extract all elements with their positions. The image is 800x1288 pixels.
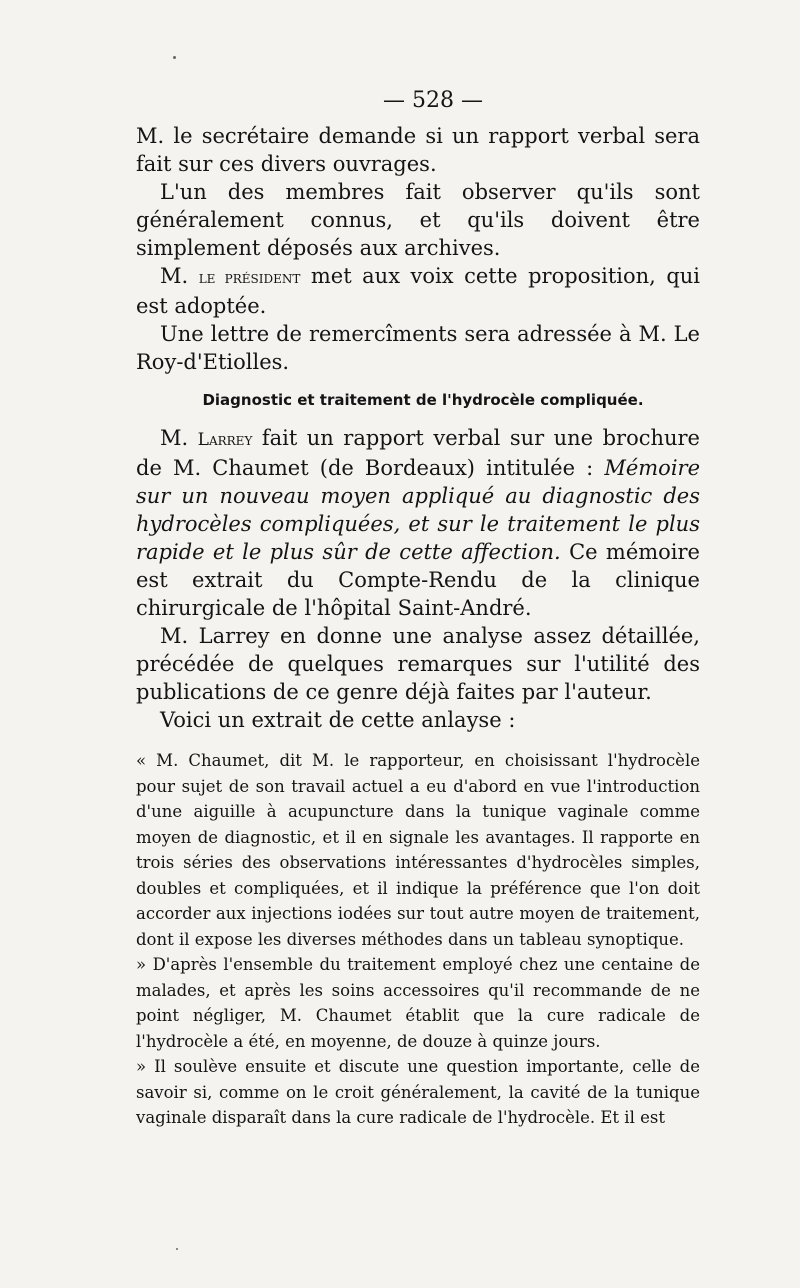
paper-speck (176, 1248, 178, 1250)
quote-paragraph-3: » Il soulève ensuite et discute une question importante, celle de savoir si, comme on le croit généralement, la cavité de la tunique vaginale disparaît dans la cure radicale de l'hydrocèle. Et il est (136, 1057, 700, 1127)
paragraph-analysis: M. Larrey en donne une analyse assez détaillée, précédée de quelques remarques sur l'utilité des publications de ce genre déjà faites par l'auteur. (136, 624, 700, 704)
president-prefix: M. (160, 264, 199, 288)
paragraph-members: L'un des membres fait observer qu'ils sont généralement connus, et qu'ils doivent être simplement déposés aux archives. (136, 180, 700, 260)
paper-speck (173, 56, 176, 59)
larrey-prefix: M. (160, 426, 198, 450)
page-number: — 528 — (383, 88, 483, 113)
larrey-name: Larrey (197, 430, 253, 450)
larrey-rest: Ce mémoire est extrait du Compte-Rendu de la clinique chirurgicale de l'hôpital Saint-André. (136, 540, 700, 620)
paragraph-president (136, 262, 700, 320)
document-page (136, 86, 700, 1131)
paragraph-extract-intro: Voici un extrait de cette anlayse : (160, 708, 516, 732)
president-title: le président (198, 268, 301, 288)
quoted-extract (136, 748, 700, 1131)
paragraph-letter: Une lettre de remercîments sera adressée à M. Le Roy-d'Etiolles. (136, 322, 700, 374)
larrey-intro: fait un rapport verbal sur une brochure de M. Chaumet (de Bordeaux) intitulée : (136, 426, 700, 480)
paragraph-larrey (136, 424, 700, 622)
quote-paragraph-2: » D'après l'ensemble du traitement employé chez une centaine de malades, et après les soins accessoires qu'il recommande de ne point négliger, M. Chaumet établit que la cure radicale de l'hydrocèle a été, en moyenne, de douze à quinze jours. (136, 955, 700, 1051)
paragraph-secretary: M. le secrétaire demande si un rapport verbal sera fait sur ces divers ouvrages. (136, 124, 700, 176)
section-heading: Diagnostic et traitement de l'hydrocèle compliquée. (202, 391, 644, 409)
quote-paragraph-1: « M. Chaumet, dit M. le rapporteur, en choisissant l'hydrocèle pour sujet de son travail actuel a eu d'abord en vue l'introduction d'une aiguille à acupuncture dans la tunique vaginale comme moyen de diagnostic, et il en signale les avantages. Il rapporte en trois séries des observations intéressantes d'hydrocèles simples, doubles et compliquées, et il indique la préférence que l'on doit accorder aux injections iodées sur tout autre moyen de traitement, dont il expose les diverses méthodes dans un tableau synoptique. (136, 751, 700, 949)
memoir-title: Mémoire sur un nouveau moyen appliqué au diagnostic des hydrocèles compliquées, et sur le traitement le plus rapide et le plus sûr de cette affection. (136, 456, 700, 564)
president-text: met aux voix cette proposition, qui est adoptée. (136, 264, 700, 318)
